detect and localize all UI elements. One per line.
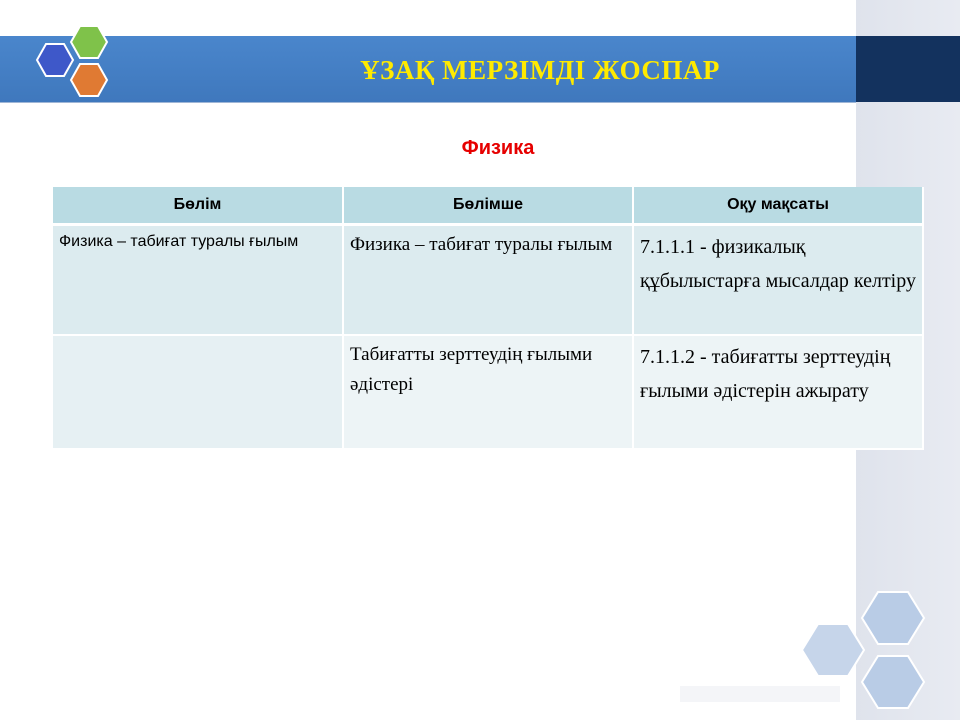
section-cell — [53, 335, 343, 449]
section-cell: Физика – табиғат туралы ғылым — [53, 225, 343, 336]
table-row — [53, 335, 923, 449]
footer-strip — [680, 686, 840, 702]
column-header-objective: Оқу мақсаты — [633, 187, 923, 225]
column-header-section: Бөлім — [53, 187, 343, 225]
table-row — [53, 225, 923, 336]
subsection-cell: Физика – табиғат туралы ғылым — [343, 225, 633, 336]
header-divider — [0, 102, 856, 103]
subsection-cell: Табиғатты зерттеудің ғылыми әдістері — [343, 335, 633, 449]
header-dark-block — [856, 36, 960, 102]
column-header-subsection: Бөлімше — [343, 187, 633, 225]
objective-cell: 7.1.1.2 - табиғатты зерттеудің ғылыми әдістерін ажырату — [633, 335, 923, 449]
hexagon-logo-icon — [8, 22, 112, 116]
page-title: ҰЗАҚ МЕРЗІМДІ ЖОСПАР — [360, 55, 720, 85]
plan-table — [53, 187, 924, 450]
table-header-row — [53, 187, 923, 225]
objective-cell: 7.1.1.1 - физикалық құбылыстарға мысалдар келтіру — [633, 225, 923, 336]
subject-heading: Физика — [461, 137, 535, 159]
